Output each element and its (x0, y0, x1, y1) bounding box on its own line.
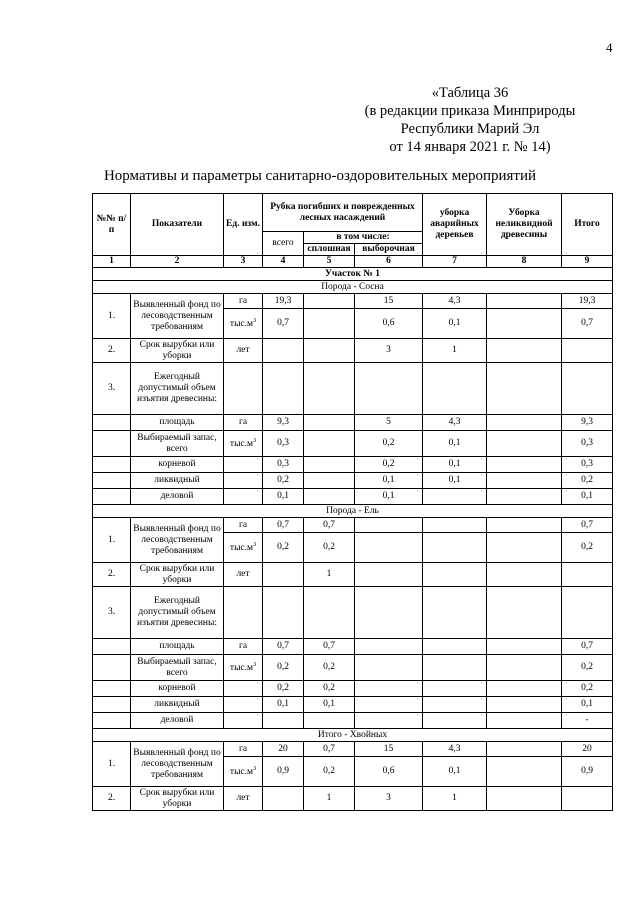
value-cell (487, 533, 562, 563)
section-row: Порода - Сосна (93, 281, 613, 294)
unit-cell (224, 681, 263, 697)
value-cell: 20 (562, 742, 613, 757)
value-cell (487, 757, 562, 787)
col-number: 5 (304, 256, 355, 268)
value-cell (423, 655, 487, 681)
value-cell: 0,7 (304, 518, 355, 533)
value-cell: 0,2 (304, 757, 355, 787)
row-label: корневой (131, 681, 224, 697)
value-cell (304, 363, 355, 415)
value-cell (487, 742, 562, 757)
row-number (93, 489, 131, 505)
row-number: 2. (93, 787, 131, 811)
table-row (93, 729, 613, 742)
value-cell (487, 563, 562, 587)
table-row (93, 431, 613, 457)
value-cell (562, 787, 613, 811)
value-cell: 3 (355, 787, 423, 811)
value-cell: 0,2 (263, 655, 304, 681)
value-cell: - (562, 713, 613, 729)
unit-cell: $тыс.м^3$ (224, 533, 263, 563)
value-cell (423, 563, 487, 587)
value-cell: 1 (423, 339, 487, 363)
value-cell: 0,2 (562, 681, 613, 697)
value-cell (487, 518, 562, 533)
table-row (93, 518, 613, 533)
table-row (93, 363, 613, 415)
header-logging: Рубка погибших и поврежденных лесных насаждений (263, 194, 423, 232)
value-cell: 0,1 (562, 489, 613, 505)
value-cell: 0,2 (304, 533, 355, 563)
row-label: Выбираемый запас, всего (131, 655, 224, 681)
row-label: Срок вырубки или уборки (131, 563, 224, 587)
value-cell (423, 533, 487, 563)
value-cell: 0,7 (304, 742, 355, 757)
unit-cell: лет (224, 563, 263, 587)
col-number: 7 (423, 256, 487, 268)
row-label: Срок вырубки или уборки (131, 339, 224, 363)
value-cell (304, 309, 355, 339)
value-cell: 0,7 (562, 639, 613, 655)
header-emergency: уборка аварийных деревьев (423, 194, 487, 256)
value-cell (304, 473, 355, 489)
value-cell (487, 473, 562, 489)
value-cell (562, 587, 613, 639)
value-cell: 0,7 (263, 309, 304, 339)
unit-cell (224, 489, 263, 505)
value-cell: 0,2 (562, 473, 613, 489)
value-cell: 0,3 (562, 431, 613, 457)
section-row: Итого - Хвойных (93, 729, 613, 742)
value-cell: 0,1 (304, 697, 355, 713)
row-number: 1. (93, 518, 131, 563)
value-cell: 0,7 (263, 518, 304, 533)
value-cell (487, 655, 562, 681)
table-row (93, 294, 613, 309)
value-cell (304, 431, 355, 457)
value-cell: 9,3 (562, 415, 613, 431)
value-cell (423, 697, 487, 713)
value-cell: 0,3 (263, 457, 304, 473)
row-number: 1. (93, 742, 131, 787)
row-number (93, 457, 131, 473)
reference-line-2: (в редакции приказа Минприроды (364, 103, 576, 119)
value-cell (263, 587, 304, 639)
value-cell (263, 339, 304, 363)
value-cell: 1 (304, 787, 355, 811)
header-indicators: Показатели (131, 194, 224, 256)
row-label: ликвидный (131, 473, 224, 489)
row-label: Выбираемый запас, всего (131, 431, 224, 457)
unit-cell: га (224, 294, 263, 309)
value-cell (304, 415, 355, 431)
value-cell (355, 363, 423, 415)
table-row (93, 339, 613, 363)
table-body (93, 268, 613, 811)
value-cell (423, 713, 487, 729)
reference-line-1: «Таблица 36 (431, 85, 509, 101)
value-cell: 0,6 (355, 309, 423, 339)
value-cell (355, 655, 423, 681)
value-cell (487, 457, 562, 473)
value-cell (487, 697, 562, 713)
table-row (93, 473, 613, 489)
value-cell (487, 294, 562, 309)
row-number: 1. (93, 294, 131, 339)
row-label: ликвидный (131, 697, 224, 713)
value-cell: 0,2 (355, 457, 423, 473)
row-label: деловой (131, 713, 224, 729)
unit-cell: лет (224, 787, 263, 811)
value-cell (304, 587, 355, 639)
value-cell: 0,1 (562, 697, 613, 713)
value-cell (355, 713, 423, 729)
value-cell: 0,1 (263, 697, 304, 713)
value-cell (263, 787, 304, 811)
value-cell: 0,1 (355, 489, 423, 505)
section-row: Порода - Ель (93, 505, 613, 518)
value-cell: 0,2 (355, 431, 423, 457)
value-cell (304, 489, 355, 505)
value-cell: 0,3 (263, 431, 304, 457)
unit-cell: $тыс.м^3$ (224, 655, 263, 681)
col-number: 3 (224, 256, 263, 268)
value-cell: 0,1 (423, 457, 487, 473)
value-cell (487, 713, 562, 729)
row-number (93, 473, 131, 489)
col-number: 2 (131, 256, 224, 268)
row-number (93, 655, 131, 681)
value-cell (224, 587, 263, 639)
value-cell: 20 (263, 742, 304, 757)
value-cell: 0,1 (423, 309, 487, 339)
value-cell (487, 339, 562, 363)
value-cell (487, 489, 562, 505)
value-cell: 15 (355, 742, 423, 757)
value-cell: 0,9 (562, 757, 613, 787)
unit-cell: га (224, 415, 263, 431)
table-row (93, 268, 613, 281)
value-cell: 0,2 (562, 533, 613, 563)
value-cell (355, 563, 423, 587)
row-label: корневой (131, 457, 224, 473)
value-cell: 0,1 (423, 757, 487, 787)
value-cell: 0,2 (562, 655, 613, 681)
table-row (93, 489, 613, 505)
table-row (93, 713, 613, 729)
col-number: 1 (93, 256, 131, 268)
header-itogo: Итого (562, 194, 613, 256)
value-cell: 0,1 (423, 431, 487, 457)
value-cell (562, 363, 613, 415)
header-clear: сплошная (304, 244, 355, 256)
unit-cell: га (224, 518, 263, 533)
unit-cell (224, 713, 263, 729)
value-cell (355, 533, 423, 563)
value-cell: 4,3 (423, 294, 487, 309)
value-cell (562, 339, 613, 363)
value-cell: 0,3 (562, 457, 613, 473)
unit-cell (224, 457, 263, 473)
unit-cell: $тыс.м^3$ (224, 431, 263, 457)
value-cell (263, 713, 304, 729)
header-total-all: всего (263, 232, 304, 256)
table-row (93, 681, 613, 697)
table-row (93, 587, 613, 639)
value-cell: 0,2 (263, 533, 304, 563)
value-cell (355, 587, 423, 639)
col-number: 8 (487, 256, 562, 268)
row-label: Выявленный фонд по лесоводственным требованиям (131, 742, 224, 787)
value-cell (423, 363, 487, 415)
row-number (93, 415, 131, 431)
value-cell: 0,6 (355, 757, 423, 787)
value-cell (224, 363, 263, 415)
unit-cell (224, 697, 263, 713)
value-cell: 0,2 (304, 655, 355, 681)
value-cell (487, 681, 562, 697)
value-cell (423, 587, 487, 639)
row-number (93, 697, 131, 713)
row-number (93, 681, 131, 697)
col-number: 6 (355, 256, 423, 268)
value-cell (304, 713, 355, 729)
table-row (93, 457, 613, 473)
value-cell: 0,2 (263, 681, 304, 697)
value-cell (304, 457, 355, 473)
row-number: 2. (93, 563, 131, 587)
value-cell (487, 787, 562, 811)
value-cell (423, 639, 487, 655)
document-title: Нормативы и параметры санитарно-оздоровительных мероприятий (103, 168, 537, 184)
value-cell (562, 563, 613, 587)
reference-line-3: Республики Марий Эл (400, 121, 540, 137)
unit-cell: га (224, 742, 263, 757)
value-cell (263, 563, 304, 587)
value-cell: 19,3 (263, 294, 304, 309)
row-number (93, 713, 131, 729)
value-cell (355, 518, 423, 533)
table-row (93, 742, 613, 757)
value-cell: 3 (355, 339, 423, 363)
row-label: Ежегодный допустимый объем изъятия древесины: (131, 363, 224, 415)
value-cell: 0,1 (263, 489, 304, 505)
value-cell (487, 309, 562, 339)
value-cell: 15 (355, 294, 423, 309)
section-row: Участок № 1 (93, 268, 613, 281)
value-cell (487, 431, 562, 457)
value-cell: 0,2 (263, 473, 304, 489)
row-number (93, 639, 131, 655)
unit-cell: лет (224, 339, 263, 363)
unit-cell: га (224, 639, 263, 655)
row-label: Выявленный фонд по лесоводственным требованиям (131, 294, 224, 339)
header-num: №№ п/п (93, 194, 131, 256)
value-cell (423, 489, 487, 505)
unit-cell: $тыс.м^3$ (224, 309, 263, 339)
row-number: 3. (93, 363, 131, 415)
table-row (93, 697, 613, 713)
header-selective: выборочная (355, 244, 423, 256)
table-row (93, 639, 613, 655)
value-cell: 0,7 (263, 639, 304, 655)
table-row (93, 415, 613, 431)
row-label: деловой (131, 489, 224, 505)
page-number: 4 (606, 40, 613, 55)
row-number: 3. (93, 587, 131, 639)
value-cell: 0,1 (423, 473, 487, 489)
row-number: 2. (93, 339, 131, 363)
value-cell (304, 339, 355, 363)
value-cell: 0,2 (304, 681, 355, 697)
table-row (93, 505, 613, 518)
value-cell: 1 (304, 563, 355, 587)
reference-line-4: от 14 января 2021 г. № 14) (389, 139, 551, 155)
header-nonliquid: Уборка неликвидной древесины (487, 194, 562, 256)
value-cell (304, 294, 355, 309)
value-cell: 4,3 (423, 742, 487, 757)
table-row (93, 655, 613, 681)
value-cell: 0,7 (304, 639, 355, 655)
value-cell: 19,3 (562, 294, 613, 309)
col-number: 9 (562, 256, 613, 268)
row-label: Выявленный фонд по лесоводственным требованиям (131, 518, 224, 563)
value-cell (423, 681, 487, 697)
value-cell (487, 587, 562, 639)
value-cell (423, 518, 487, 533)
table-row (93, 787, 613, 811)
value-cell: 9,3 (263, 415, 304, 431)
table-reference (300, 84, 640, 156)
value-cell (487, 415, 562, 431)
value-cell (487, 639, 562, 655)
value-cell: 0,9 (263, 757, 304, 787)
value-cell (355, 681, 423, 697)
row-label: площадь (131, 415, 224, 431)
header-including: в том числе: (304, 232, 423, 244)
row-label: Срок вырубки или уборки (131, 787, 224, 811)
header-unit: Ед. изм. (224, 194, 263, 256)
value-cell: 5 (355, 415, 423, 431)
value-cell (355, 639, 423, 655)
value-cell (487, 363, 562, 415)
norms-table (92, 193, 613, 811)
value-cell (355, 697, 423, 713)
value-cell: 0,7 (562, 518, 613, 533)
value-cell: 0,7 (562, 309, 613, 339)
value-cell: 1 (423, 787, 487, 811)
row-number (93, 431, 131, 457)
table-row (93, 563, 613, 587)
col-number: 4 (263, 256, 304, 268)
unit-cell: $тыс.м^3$ (224, 757, 263, 787)
value-cell: 0,1 (355, 473, 423, 489)
value-cell (263, 363, 304, 415)
row-label: Ежегодный допустимый объем изъятия древесины: (131, 587, 224, 639)
unit-cell (224, 473, 263, 489)
table-row (93, 281, 613, 294)
row-label: площадь (131, 639, 224, 655)
value-cell: 4,3 (423, 415, 487, 431)
